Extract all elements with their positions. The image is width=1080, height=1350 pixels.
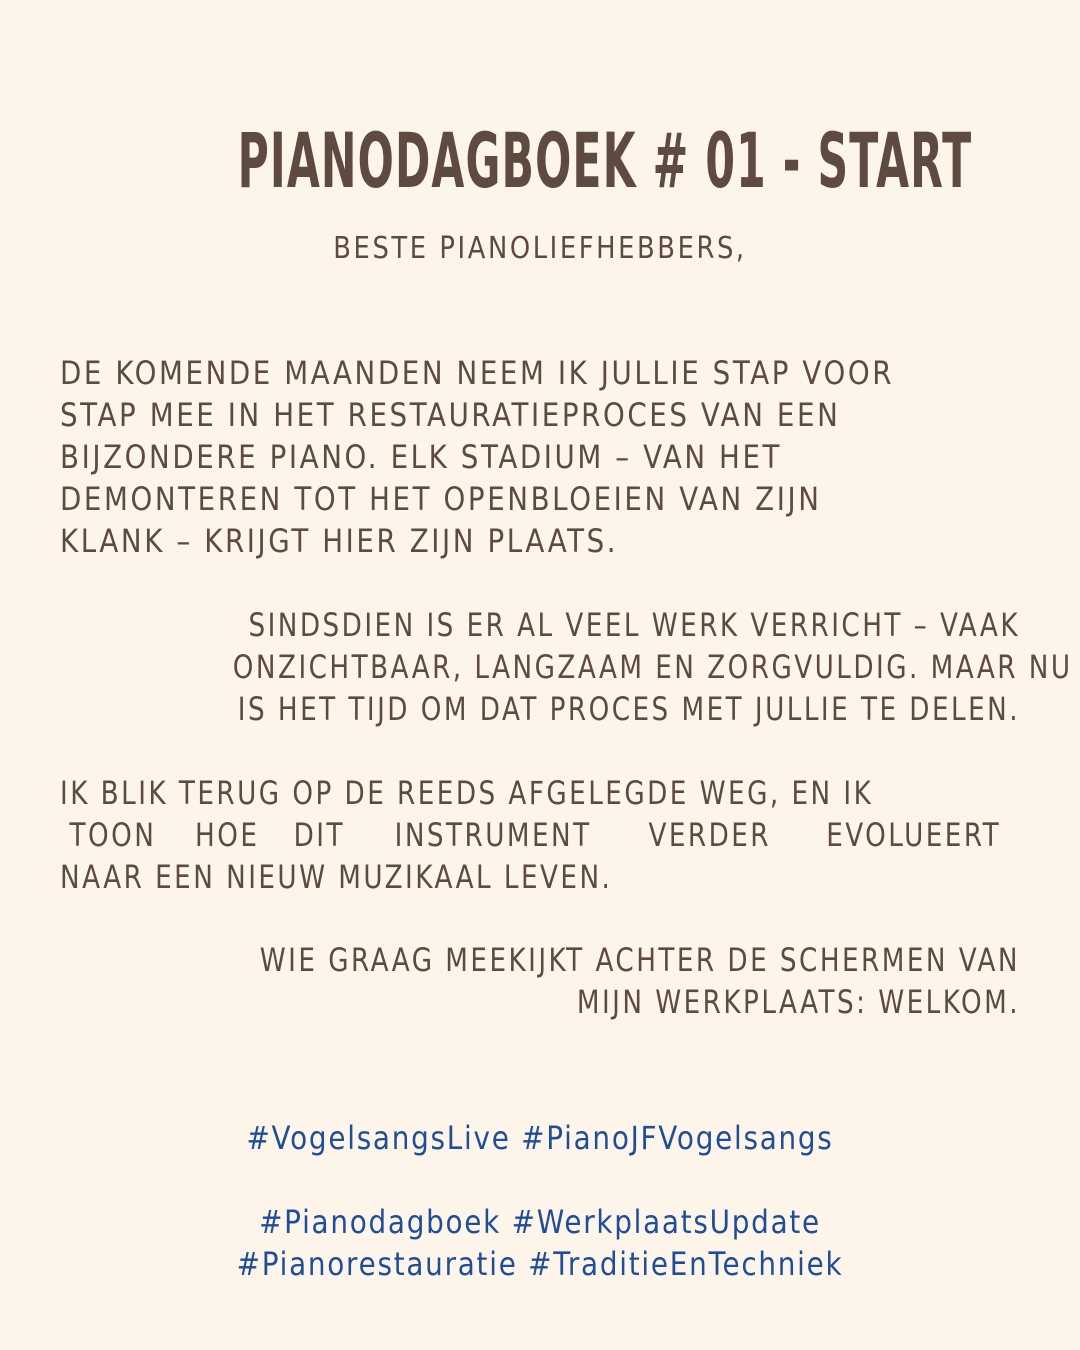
word: DIT: [293, 816, 346, 854]
hashtag-line[interactable]: #VogelsangsLive #PianoJFVogelsangs: [246, 1119, 834, 1157]
word: TOON: [69, 816, 157, 854]
word: INSTRUMENT: [394, 816, 592, 854]
hashtag-line[interactable]: #Pianorestauratie #TraditieEnTechniek: [236, 1245, 844, 1283]
text-line: DEMONTEREN TOT HET OPENBLOEIEN VAN ZIJN: [60, 480, 822, 518]
text-line: IK BLIK TERUG OP DE REEDS AFGELEGDE WEG, EN IK: [60, 774, 874, 812]
word: VERDER: [648, 816, 772, 854]
text-line: WIE GRAAG MEEKIJKT ACHTER DE SCHERMEN VAN: [259, 941, 1020, 979]
text-line: NAAR EEN NIEUW MUZIKAAL LEVEN.: [60, 858, 613, 896]
text-line: STAP MEE IN HET RESTAURATIEPROCES VAN EEN: [60, 396, 841, 434]
text-line: BIJZONDERE PIANO. ELK STADIUM – VAN HET: [60, 438, 783, 476]
text-line: DE KOMENDE MAANDEN NEEM IK JULLIE STAP VOOR: [60, 354, 895, 392]
text-line: SINDSDIEN IS ER AL VEEL WERK VERRICHT – VAAK: [248, 606, 1020, 644]
post-title: PIANODAGBOEK # 01 - START: [237, 115, 973, 205]
text-line: IS HET TIJD OM DAT PROCES MET JULLIE TE DELEN.: [237, 690, 1020, 728]
word: HOE: [194, 816, 260, 854]
paragraph-progress: [60, 604, 1073, 730]
paragraph-intro: [60, 352, 1020, 562]
text-line: KLANK – KRIJGT HIER ZIJN PLAATS.: [60, 522, 619, 560]
word: EVOLUEERT: [825, 816, 1001, 854]
text-line-justified: [60, 814, 1020, 856]
hashtag-line[interactable]: #Pianodagboek #WerkplaatsUpdate: [259, 1203, 821, 1241]
greeting: BESTE PIANOLIEFHEBBERS,: [333, 231, 747, 266]
text-line: MIJN WERKPLAATS: WELKOM.: [576, 983, 1020, 1021]
text-line: ONZICHTBAAR, LANGZAAM EN ZORGVULDIG. MAAR NU: [232, 648, 1073, 686]
paragraph-lookback: [60, 772, 1020, 898]
hashtags-group-1: [0, 1117, 1080, 1159]
hashtags-group-2: [0, 1201, 1080, 1285]
paragraph-welcome: [60, 939, 1020, 1023]
